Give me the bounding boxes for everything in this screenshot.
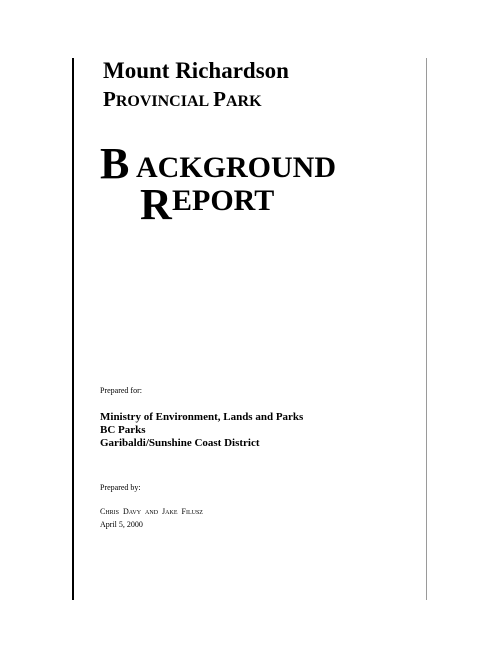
left-margin-rule	[72, 58, 74, 600]
author2-first-rest: AKE	[165, 510, 178, 516]
report-title-dropcap-b: B	[100, 139, 130, 188]
author1-first-cap: C	[100, 507, 106, 516]
author1-first-rest: HRIS	[105, 510, 120, 516]
prepared-for-label: Prepared for:	[100, 386, 142, 395]
report-title-dropcap-r: R	[140, 180, 172, 229]
author2-last-cap: F	[181, 507, 186, 516]
report-title-word2-rest: EPORT	[172, 184, 275, 217]
prepared-by-label: Prepared by:	[100, 483, 141, 492]
park-type-heading	[103, 89, 262, 110]
author1-last-rest: AVY	[128, 510, 142, 516]
client-org-line-2: BC Parks	[100, 424, 146, 436]
report-title-word1-rest: ACKGROUND	[136, 151, 336, 184]
author2-last-rest: ILUSZ	[185, 510, 203, 516]
authors-line	[100, 502, 203, 518]
authors-conjunction: AND	[145, 510, 159, 516]
park-type-cap-1: P	[103, 87, 116, 111]
author2-first-cap: J	[162, 507, 166, 516]
park-name-heading: Mount Richardson	[103, 58, 289, 83]
park-type-rest-1: ROVINCIAL	[115, 93, 210, 110]
author1-last-cap: D	[123, 507, 129, 516]
park-type-rest-2: ARK	[226, 93, 262, 110]
report-date: April 5, 2000	[100, 520, 143, 529]
client-org-line-3: Garibaldi/Sunshine Coast District	[100, 437, 260, 449]
client-org-line-1: Ministry of Environment, Lands and Parks	[100, 411, 304, 423]
right-margin-rule	[426, 58, 427, 600]
park-type-cap-2: P	[213, 87, 226, 111]
